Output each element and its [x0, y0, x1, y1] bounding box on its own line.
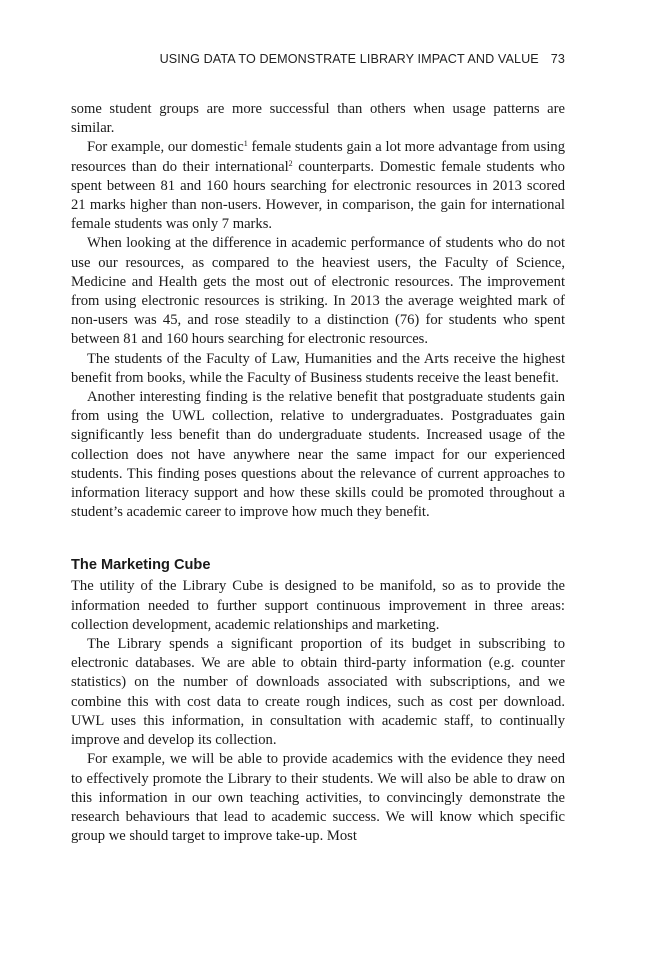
text-run: counterparts. Domestic female students who spent between 81 and 160 hours searching for electronic resources in 2013 scored 21 marks higher than non-users. However, in comparison, the gain for international female students was only 7 marks. [71, 158, 565, 233]
text-run: For example, our domestic [87, 139, 244, 156]
paragraph-faculty-science: When looking at the difference in academic performance of students who do not use our resources, as compared to the heaviest users, the Faculty of Science, Medicine and Health gets the most out of electronic resources. The improvement from using electronic resources is striking. In 2013 the average weighted mark of non-users was 45, and rose steadily to a distinction (76) for students who spent between 81 and 160 hours searching for electronic resources. [71, 235, 565, 348]
paragraph-marketing-intro: The utility of the Library Cube is designed to be manifold, so as to provide the information needed to further support continuous improvement in three areas: collection development, academic relationships and marketing. [71, 578, 565, 633]
paragraph-postgraduate: Another interesting finding is the relative benefit that postgraduate students gain from using the UWL collection, relative to undergraduates. Postgraduates gain significantly less benefit than do undergraduate students. Increased usage of the collection does not have anywhere near the same impact for our experienced students. This finding poses questions about the relevance of current approaches to information literacy support and how these skills could be promoted throughout a student’s academic career to improve how much they benefit. [71, 389, 565, 521]
body-text [71, 100, 565, 846]
paragraph-faculty-law: The students of the Faculty of Law, Humanities and the Arts receive the highest benefit from books, while the Faculty of Business students receive the least benefit. [71, 350, 565, 386]
page-number: 73 [550, 52, 565, 66]
footnote-marker-1: 1 [243, 139, 248, 149]
running-title: USING DATA TO DEMONSTRATE LIBRARY IMPACT AND VALUE [159, 52, 539, 66]
paragraph-domestic-students [71, 138, 565, 234]
paragraph-continuation: some student groups are more successful than others when usage patterns are similar. [71, 101, 565, 137]
text-run: female students gain a lot more advantage from using resources than do their international [71, 139, 565, 175]
paragraph-marketing-example: For example, we will be able to provide academics with the evidence they need to effectively promote the Library to their students. We will also be able to draw on this information in our own teaching activities, to convincingly demonstrate the research behaviours that lead to academic success. We will know which specific group we should target to improve take-up. Most [71, 751, 565, 845]
section-heading: The Marketing Cube [71, 557, 211, 574]
paragraph-marketing-budget: The Library spends a significant proportion of its budget in subscribing to electronic databases. We are able to obtain third-party information (e.g. counter statistics) on the number of downloads associated with subscriptions, and we combine this with cost data to create rough indices, such as cost per download. UWL uses this information, in consultation with academic staff, to continually improve and develop its collection. [71, 636, 565, 749]
running-header [70, 52, 565, 66]
footnote-marker-2: 2 [288, 158, 293, 168]
